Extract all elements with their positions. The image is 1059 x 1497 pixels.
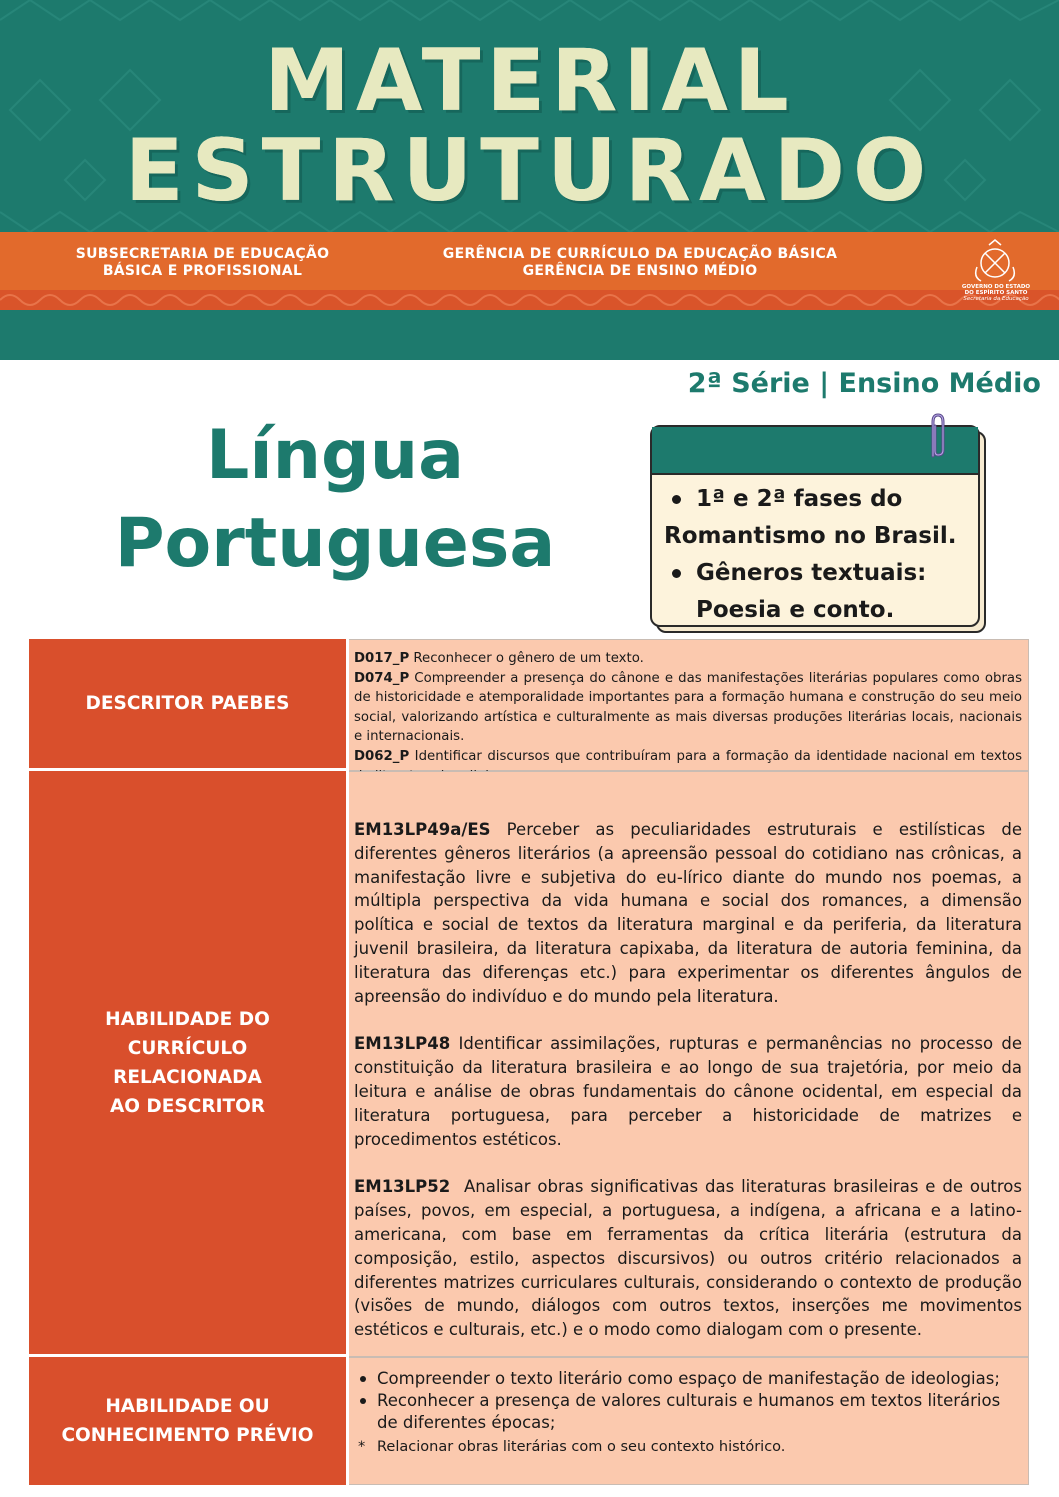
serie-label: 2ª Série | Ensino Médio xyxy=(687,368,1041,399)
habilidade-label-text xyxy=(105,1005,270,1121)
conhecimento-label-text xyxy=(61,1392,313,1450)
bullet-icon xyxy=(672,569,681,578)
subject-title xyxy=(100,412,570,588)
descritor-code: D074_P xyxy=(354,670,410,686)
habilidade-item xyxy=(354,1175,1028,1342)
habilidade-item xyxy=(354,1032,1022,1151)
habilidade-text: Identificar assimilações, rupturas e permanências no processo de constituição da literatura brasileira e ao longo de sua trajetória, por meio da leitura e análise de obras fundamentais do cânone ocidental, em especial da literatura portuguesa, para perceber a historicidade de matrizes e procedimentos estéticos. xyxy=(354,1034,1022,1149)
coat-of-arms-icon xyxy=(955,237,1035,317)
descritor-text: Compreender a presença do cânone e das manifestações literárias populares como obras de historicidade e atemporalidade importantes para a formação humana e construção do seu meio social, valorizando artística e culturalmente as mais diversas produções literárias locais, nacionais e internacionais. xyxy=(354,670,1022,745)
table-row-habilidade xyxy=(29,771,1029,1357)
label-line: CONHECIMENTO PRÉVIO xyxy=(61,1425,314,1446)
topic-item xyxy=(664,555,976,629)
list-item-text: Relacionar obras literárias com o seu contexto histórico. xyxy=(377,1439,786,1455)
topics-list xyxy=(664,481,976,629)
habilidade-content xyxy=(349,771,1029,1357)
banner-title-line1: MATERIAL xyxy=(264,31,795,131)
asterisk-marker: * xyxy=(358,1439,366,1455)
descritor-code: D062_P xyxy=(354,748,410,764)
orange-pattern xyxy=(0,290,1059,310)
topic-item xyxy=(664,481,976,555)
habilidade-code: EM13LP49a/ES xyxy=(354,820,491,839)
gov-line1: GOVERNO DO ESTADO xyxy=(961,284,1031,290)
list-item-text: Reconhecer a presença de valores culturais e humanos em textos literários de diferentes épocas; xyxy=(377,1391,1001,1432)
gov-line2: DO ESPÍRITO SANTO xyxy=(964,290,1028,296)
table-row-conhecimento-previo xyxy=(29,1357,1029,1485)
list-item xyxy=(354,1368,1022,1390)
habilidade-text: Analisar obras significativas das literaturas brasileiras e de outros países, povos, em especial, a portuguesa, a indígena, a africana e a latino-americana, com base em ferramentas da crítica literária (estrutura da composição, estilo, aspectos discursivos) ou outros critério relacionados a diferentes matrizes curriculares culturais, considerando o contexto de produção (visões de mundo, diálogos com outros textos, inserções me movimentos estéticos e culturais, etc.) e o modo como dialogam com o presente. xyxy=(354,1177,1028,1340)
paperclip-icon xyxy=(924,412,950,462)
subject-line1: Língua xyxy=(205,416,465,495)
gerencia-text xyxy=(420,246,860,280)
gerencia-line2: GERÊNCIA DE ENSINO MÉDIO xyxy=(522,263,758,279)
list-item xyxy=(354,1390,1022,1434)
banner-title-line2: ESTRUTURADO xyxy=(124,121,935,221)
label-line: HABILIDADE DO xyxy=(105,1008,270,1030)
label-line: RELACIONADA xyxy=(113,1066,262,1088)
subsecretaria-text: SUBSECRETARIA DE EDUCAÇÃO BÁSICA E PROFISSIONAL xyxy=(75,246,330,279)
descritor-item xyxy=(354,649,1022,669)
topic-item-line1: 1ª e 2ª fases do xyxy=(696,486,903,512)
label-line: AO DESCRITOR xyxy=(109,1095,266,1117)
topic-item-text: Gêneros textuais: Poesia e conto. xyxy=(696,560,927,623)
orange-pattern-band xyxy=(0,290,1059,310)
row-label-conhecimento xyxy=(29,1357,346,1485)
descritor-content xyxy=(349,639,1029,771)
habilidade-item xyxy=(354,818,1022,1008)
habilidade-code: EM13LP52 xyxy=(354,1177,451,1197)
descritor-item xyxy=(354,669,1022,747)
conhecimento-content xyxy=(349,1357,1029,1485)
bullet-icon xyxy=(360,1376,366,1382)
habilidade-code: EM13LP48 xyxy=(354,1034,451,1054)
list-item xyxy=(354,1436,1022,1458)
habilidade-text: Perceber as peculiaridades estruturais e estilísticas de diferentes gêneros literários (a apreensão pessoal do cotidiano nas crônicas, a manifestação livre e subjetiva do eu-lírico diante do mundo nos poemas, a múltipla perspectiva da vida humana e social dos romances, a dimensão política e social de textos da literatura marginal e da periferia, da literatura juvenil brasileira, da literatura capixaba, da literatura de autoria feminina, da literatura das diferenças etc.) para experimentar os diferentes ângulos de apreensão do indivíduo e do mundo pela literatura. xyxy=(354,820,1022,1006)
bullet-icon xyxy=(360,1398,366,1404)
descritor-text: Identificar discursos que contribuíram para a formação da identidade nacional em textos xyxy=(414,748,1022,764)
subject-line2: Portuguesa xyxy=(114,504,556,583)
gerencia-line1: GERÊNCIA DE CURRÍCULO DA EDUCAÇÃO BÁSICA xyxy=(442,246,838,262)
gov-line3: Secretaria da Educação xyxy=(963,296,1029,302)
label-line: CURRÍCULO xyxy=(127,1037,248,1059)
topic-item-line2: Romantismo no Brasil. xyxy=(664,523,957,549)
label-line: HABILIDADE OU xyxy=(105,1396,270,1417)
table-row-descritor xyxy=(29,639,1029,771)
teal-bottom-band xyxy=(0,310,1059,360)
row-label-habilidade xyxy=(29,771,346,1357)
list-item-text: Compreender o texto literário como espaço de manifestação de ideologias; xyxy=(377,1369,1000,1388)
bullet-icon xyxy=(672,495,681,504)
descritor-code: D017_P xyxy=(354,651,410,666)
row-label-descritor xyxy=(29,639,346,771)
header-banner xyxy=(0,0,1059,360)
descritor-label-text: DESCRITOR PAEBES xyxy=(85,693,290,714)
government-label xyxy=(950,284,1042,302)
descritor-text: Reconhecer o gênero de um texto. xyxy=(409,651,644,666)
